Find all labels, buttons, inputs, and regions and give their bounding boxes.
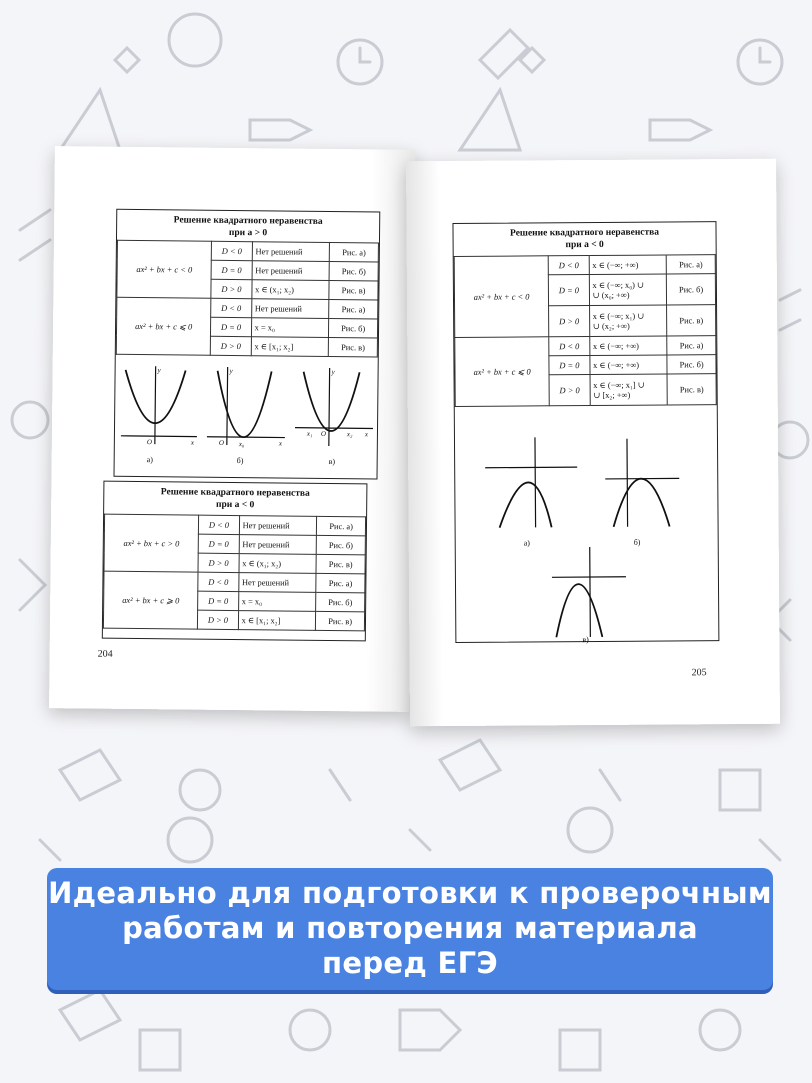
discriminant-cell: D = 0 [549, 275, 590, 306]
discriminant-cell: D = 0 [549, 356, 590, 375]
discriminant-cell: D > 0 [211, 279, 252, 298]
triangle-ruler-icon [460, 90, 520, 150]
figure-ref-cell: Рис. б) [329, 262, 378, 282]
solution-cell: x ∈ (x₁; x₂) [252, 280, 330, 300]
table-title: Решение квадратного неравенства [173, 215, 323, 227]
graph-caption: в) [582, 635, 589, 645]
solution-cell [589, 274, 667, 306]
figure-ref-cell: Рис. б) [329, 319, 378, 339]
discriminant-cell: D < 0 [198, 572, 239, 591]
table-title: Решение квадратного неравенства [160, 487, 310, 499]
discriminant-cell: D > 0 [549, 375, 590, 406]
solution-cell: x = x₀ [238, 592, 316, 612]
graph-caption: б) [633, 537, 641, 547]
graduation-cap-icon [250, 120, 310, 140]
solution-table [103, 514, 366, 632]
axes-b [605, 438, 680, 527]
table-row [104, 571, 365, 593]
discriminant-cell: D = 0 [198, 591, 239, 610]
axis-label-x: x [278, 439, 283, 448]
globe-icon [168, 818, 212, 862]
graph-caption: а) [523, 538, 530, 548]
table-subtitle: при a > 0 [228, 227, 268, 239]
calculator-icon [560, 1030, 600, 1070]
figure-ref-cell: Рис. в) [329, 338, 378, 358]
table-subtitle: при a < 0 [216, 499, 255, 511]
compass-icon [180, 770, 220, 810]
solution-cell: x ∈ [x₁; x₂] [238, 611, 316, 631]
inequality-cell: ax² + bx + c ⩽ 0 [455, 337, 550, 407]
graph-caption: б) [236, 456, 244, 466]
figure-ref-cell: Рис. а) [330, 243, 379, 263]
inequality-cell: ax² + bx + c < 0 [454, 256, 549, 338]
discriminant-cell: D < 0 [199, 515, 240, 534]
parabola-graphs-down [455, 426, 718, 640]
figure-ref-cell: Рис. а) [667, 336, 716, 355]
figure-ref-cell: Рис. б) [667, 274, 716, 305]
table-subtitle: при a < 0 [565, 239, 604, 251]
solution-cell: x ∈ (x₁; x₂) [239, 554, 317, 574]
figure-ref-cell: Рис. б) [667, 355, 716, 374]
figure-ref-cell: Рис. в) [316, 554, 365, 574]
banner-line-2: работам и повторения материала [122, 911, 698, 945]
discriminant-cell: D < 0 [548, 256, 589, 275]
parabola-b [217, 371, 272, 438]
origin-label: O [218, 438, 224, 447]
axes-c [552, 547, 627, 638]
discriminant-cell: D < 0 [211, 298, 252, 317]
discriminant-cell: D > 0 [211, 336, 252, 355]
figure-ref-cell: Рис. в) [667, 305, 716, 336]
solution-table [116, 240, 379, 358]
table-a-positive [113, 209, 380, 480]
table-a-negative [102, 481, 368, 642]
origin-label: O [320, 429, 327, 438]
solution-cell: Нет решений [252, 242, 330, 262]
discriminant-cell: D > 0 [198, 610, 239, 629]
axis-label-y: y [331, 368, 335, 377]
figure-ref-cell: Рис. а) [667, 255, 716, 274]
graph-caption: а) [146, 455, 153, 465]
parabola-graphs-up [115, 356, 378, 477]
calculator-icon [720, 770, 760, 810]
figure-ref-cell: Рис. б) [317, 535, 366, 555]
discriminant-cell: D = 0 [211, 317, 252, 336]
solution-cell: x ∈ (−∞; +∞) [590, 355, 668, 375]
axis-label-y: y [229, 366, 233, 376]
book-page-right [406, 159, 780, 727]
solution-cell: x ∈ [x₁; x₂] [251, 337, 329, 357]
x0-label: x₀ [238, 440, 245, 449]
discriminant-cell: D < 0 [549, 337, 590, 356]
inequality-cell: ax² + bx + c < 0 [117, 240, 212, 298]
ruler-icon [480, 30, 528, 78]
promo-banner [47, 868, 773, 990]
parabola-b [613, 478, 669, 526]
book-icon [440, 740, 500, 790]
solution-cell: Нет решений [238, 573, 316, 593]
banner-line-3: перед ЕГЭ [322, 946, 498, 980]
book-icon [60, 750, 120, 800]
discriminant-cell: D = 0 [211, 260, 252, 279]
inequality-cell: ax² + bx + c ⩾ 0 [103, 571, 198, 629]
graph-caption: в) [328, 457, 336, 467]
x1-label: x₁ [306, 429, 313, 438]
axis-label-y: y [157, 366, 161, 375]
page-number: 204 [97, 648, 113, 660]
solution-cell: x = x₀ [251, 318, 329, 338]
discriminant-cell: D < 0 [212, 241, 253, 260]
solution-table [454, 254, 717, 407]
figure-ref-cell: Рис. а) [316, 573, 365, 593]
table-row [454, 255, 715, 276]
figure-ref-cell: Рис. в) [329, 281, 378, 301]
axis-label-x: x [190, 438, 195, 447]
figure-ref-cell: Рис. а) [329, 300, 378, 320]
solution-cell: Нет решений [239, 535, 317, 555]
solution-line: x ∈ (−∞; x₀) ∪ [592, 280, 645, 290]
solution-cell: x ∈ (−∞; +∞) [589, 336, 667, 356]
table-row [117, 297, 378, 319]
graduation-cap-icon [650, 120, 710, 140]
banner-line-1: Идеально для подготовки к проверочным [48, 876, 772, 910]
figure-ref-cell: Рис. б) [316, 592, 365, 612]
figure-ref-cell: Рис. в) [667, 374, 716, 405]
stapler-icon [20, 210, 50, 260]
pin-icon [115, 48, 139, 72]
axis-label-x: x [364, 430, 369, 439]
table-row [104, 514, 365, 536]
figure-ref-cell: Рис. а) [317, 516, 366, 536]
table-row [117, 240, 378, 262]
parabola-c [303, 372, 360, 432]
stapler-icon [780, 290, 800, 330]
solution-line: ∪ [x₂; +∞) [593, 390, 631, 400]
inequality-cell: ax² + bx + c > 0 [104, 514, 199, 572]
solution-line: x ∈ (−∞; x₁) ∪ [592, 311, 645, 321]
calculator-icon [140, 1030, 180, 1070]
parabola-a [499, 482, 551, 527]
solution-cell: Нет решений [252, 261, 330, 281]
solution-line: x ∈ (−∞; x₁] ∪ [593, 380, 645, 390]
book-page-left [49, 146, 415, 712]
axes-a [121, 366, 198, 445]
solution-cell: Нет решений [239, 516, 317, 536]
table-row [455, 336, 716, 357]
figure-ref-cell: Рис. в) [316, 611, 365, 631]
parabola-c [556, 584, 602, 637]
table-a-negative-right [452, 221, 719, 643]
page-number: 205 [691, 667, 707, 679]
solution-line: ∪ (x₀; +∞) [592, 290, 630, 300]
inequality-cell: ax² + bx + c ⩽ 0 [116, 297, 211, 355]
solution-line: ∪ (x₂; +∞) [592, 321, 630, 331]
solution-cell [589, 305, 667, 337]
triangle-ruler-icon [60, 90, 120, 150]
globe-icon [568, 808, 612, 852]
discriminant-cell: D > 0 [549, 306, 590, 337]
solution-cell [590, 374, 668, 406]
discriminant-cell: D > 0 [198, 553, 239, 572]
globe-icon [169, 14, 221, 66]
origin-label: O [146, 438, 152, 447]
solution-cell: x ∈ (−∞; +∞) [589, 255, 667, 275]
solution-cell: Нет решений [251, 299, 329, 319]
x2-label: x₂ [346, 430, 353, 439]
table-title: Решение квадратного неравенства [509, 227, 660, 239]
discriminant-cell: D = 0 [198, 534, 239, 553]
